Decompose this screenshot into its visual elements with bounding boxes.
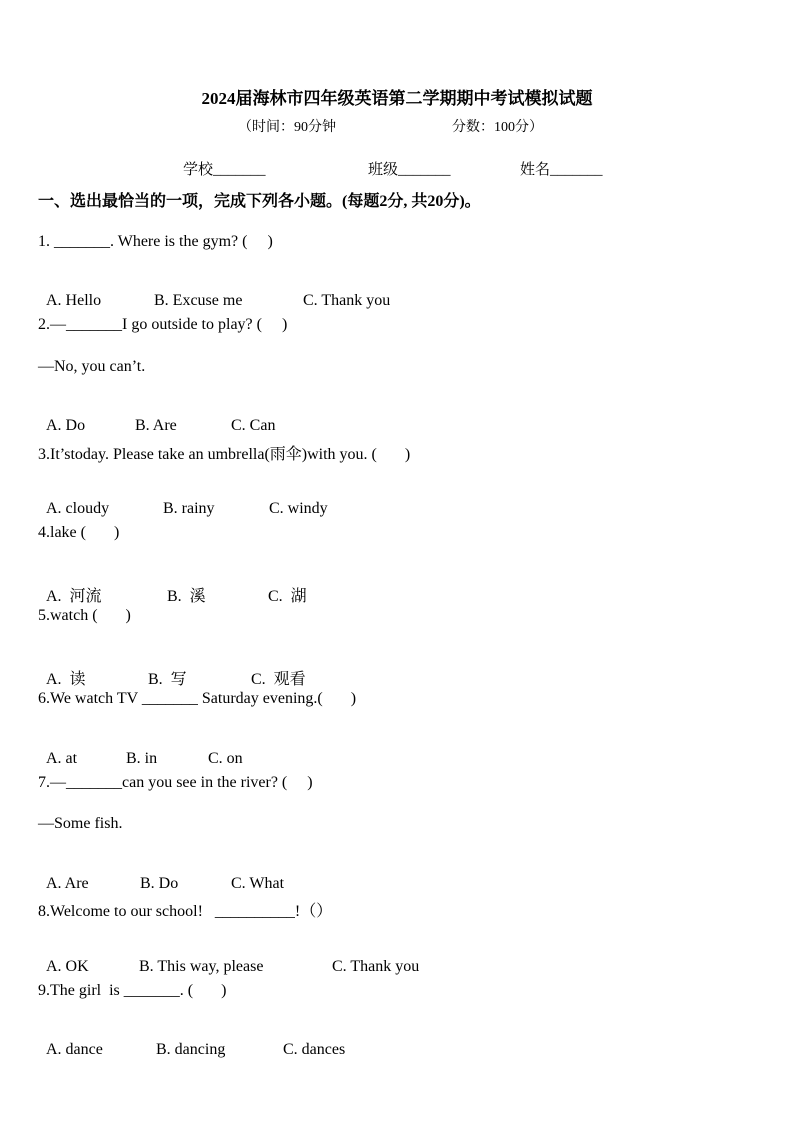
option-b: B. This way, please bbox=[139, 958, 264, 975]
option-c: C. Can bbox=[231, 417, 276, 434]
option-b: B. rainy bbox=[163, 500, 215, 517]
option-c: C. Thank you bbox=[332, 958, 420, 975]
question-options bbox=[38, 940, 419, 976]
school-field: 学校_______ bbox=[183, 162, 266, 178]
option-c: C. dances bbox=[283, 1041, 346, 1058]
exam-time: （时间：90分钟 bbox=[238, 120, 336, 135]
option-a: A. OK bbox=[46, 958, 89, 975]
question-stem: 4.lake ( ) bbox=[38, 524, 120, 541]
question-stem: 1. _______. Where is the gym? ( ) bbox=[38, 233, 273, 250]
option-c: C. 湖 bbox=[268, 588, 307, 605]
option-a: A. Are bbox=[46, 875, 89, 892]
option-b: B. 写 bbox=[148, 671, 187, 688]
option-c: C. 观看 bbox=[251, 671, 306, 688]
name-field: 姓名_______ bbox=[520, 162, 603, 178]
option-a: A. Do bbox=[46, 417, 86, 434]
exam-score: 分数：100分） bbox=[452, 120, 543, 135]
class-field: 班级_______ bbox=[368, 162, 451, 178]
question-stem: 6.We watch TV _______ Saturday evening.( ) bbox=[38, 690, 357, 707]
option-a: A. cloudy bbox=[46, 500, 110, 517]
question-response: —No, you can’t. bbox=[38, 358, 146, 375]
question-options bbox=[38, 565, 307, 606]
section-heading: 一、选出最恰当的一项，完成下列各小题。(每题2分, 共20分)。 bbox=[38, 193, 481, 210]
question-stem: 9.The girl is _______. ( ) bbox=[38, 982, 227, 999]
option-b: B. Do bbox=[140, 875, 179, 892]
option-c: C. windy bbox=[269, 500, 328, 517]
option-a: A. Hello bbox=[46, 292, 102, 309]
question-options bbox=[38, 648, 306, 689]
question-options bbox=[38, 482, 328, 518]
option-c: C. What bbox=[231, 875, 285, 892]
question-stem: 2.—_______I go outside to play? ( ) bbox=[38, 316, 288, 333]
option-a: A. 河流 bbox=[46, 588, 102, 605]
question-options bbox=[38, 399, 275, 435]
question-stem: 3.It’stoday. Please take an umbrella(雨伞)with you. ( ) bbox=[38, 446, 411, 463]
option-b: B. Excuse me bbox=[154, 292, 243, 309]
page-title: 2024届海林市四年级英语第二学期期中考试模拟试题 bbox=[201, 89, 593, 108]
option-b: B. Are bbox=[135, 417, 177, 434]
question-options bbox=[38, 274, 390, 310]
question-options bbox=[38, 857, 284, 893]
option-c: C. Thank you bbox=[303, 292, 391, 309]
option-b: B. in bbox=[126, 750, 158, 767]
question-stem: 5.watch ( ) bbox=[38, 607, 131, 624]
question-options bbox=[38, 732, 243, 768]
question-options bbox=[38, 1023, 345, 1059]
question-response: —Some fish. bbox=[38, 815, 123, 832]
question-stem: 7.—_______can you see in the river? ( ) bbox=[38, 774, 313, 791]
question-stem: 8.Welcome to our school! __________!（） bbox=[38, 903, 333, 920]
option-b: B. dancing bbox=[156, 1041, 226, 1058]
option-b: B. 溪 bbox=[167, 588, 206, 605]
option-a: A. at bbox=[46, 750, 78, 767]
option-c: C. on bbox=[208, 750, 243, 767]
option-a: A. 读 bbox=[46, 671, 86, 688]
option-a: A. dance bbox=[46, 1041, 103, 1058]
